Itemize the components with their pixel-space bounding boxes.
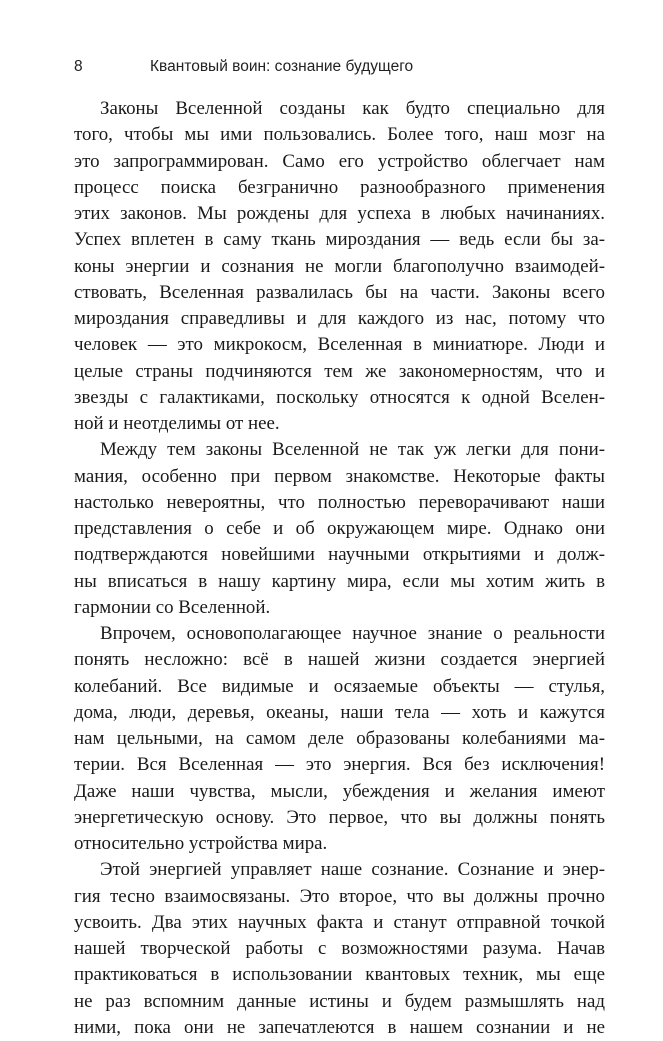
text-line: коны энергии и сознания не могли благополучно взаимодей-	[74, 255, 605, 277]
text-line: Законы Вселенной созданы как будто специально для	[100, 98, 605, 119]
text-line: гия тесно взаимосвязаны. Это второе, что вы должны прочно	[74, 885, 605, 907]
paragraph	[74, 96, 605, 437]
text-line: Впрочем, основополагающее научное знание о реальности	[100, 623, 605, 644]
text-line: ними, пока они не запечатлеются в нашем сознании и не	[74, 1016, 605, 1038]
running-head	[74, 58, 604, 82]
text-line: ствовать, Вселенная развалилась бы на части. Законы всего	[74, 281, 605, 303]
text-line: энергетическую основу. Это первое, что вы должны понять	[74, 806, 605, 828]
text-line: человек — это микрокосм, Вселенная в миниатюре. Люди и	[74, 334, 605, 356]
text-line: Между тем законы Вселенной не так уж легки для пони-	[100, 439, 605, 461]
text-line: этих законов. Мы рождены для успеха в любых начинаниях.	[74, 203, 605, 224]
book-title: Квантовый воин: сознание будущего	[150, 58, 414, 75]
text-line: колебаний. Все видимые и осязаемые объекты — стулья,	[74, 675, 605, 697]
text-line: не раз вспомним данные истины и будем размышлять над	[74, 990, 605, 1012]
text-line: усвоить. Два этих научных факта и станут отправной точкой	[74, 911, 605, 933]
text-line: Успех вплетен в саму ткань мироздания — ведь если бы за-	[74, 229, 605, 251]
text-line: относительно устройства мира.	[74, 833, 328, 854]
text-line: Даже наши чувства, мысли, убеждения и желания имеют	[74, 780, 605, 802]
text-line: процесс поиска безгранично разнообразного применения	[74, 176, 605, 198]
text-line: Этой энергией управляет наше сознание. Сознание и энер-	[100, 859, 605, 881]
text-line: нашей творческой работы с возможностями разума. Начав	[74, 938, 605, 959]
text-line: представления о себе и об окружающем мире. Однако они	[74, 518, 605, 539]
paragraph	[74, 437, 605, 621]
text-line: гармонии со Вселенной.	[74, 596, 271, 618]
body-text	[74, 96, 605, 1041]
text-line: практиковаться в использовании квантовых техник, мы еще	[74, 964, 605, 986]
text-line: понять несложно: всё в нашей жизни создается энергией	[74, 649, 605, 671]
paragraph	[74, 857, 605, 1041]
text-line: звезды с галактиками, поскольку относятся к одной Вселен-	[74, 386, 605, 408]
text-line: дома, люди, деревья, океаны, наши тела — хоть и кажутся	[74, 701, 605, 723]
text-line: ны вписаться в нашу картину мира, если мы хотим жить в	[74, 570, 605, 592]
paragraph	[74, 621, 605, 857]
text-line: мания, особенно при первом знакомстве. Некоторые факты	[74, 465, 605, 487]
text-line: того, чтобы мы ими пользовались. Более того, наш мозг на	[74, 124, 605, 146]
text-line: настолько невероятны, что полностью переворачивают наши	[74, 491, 605, 513]
text-line: это запрограммирован. Само его устройство облегчает нам	[74, 150, 605, 172]
text-line: терии. Вся Вселенная — это энергия. Вся без исключения!	[74, 754, 605, 776]
text-line: ной и неотделимы от нее.	[74, 413, 280, 434]
text-line: подтверждаются новейшими научными открытиями и долж-	[74, 544, 605, 566]
page-number: 8	[74, 58, 83, 75]
text-line: целые страны подчиняются тем же закономерностям, что и	[74, 360, 605, 382]
text-line: мироздания справедливы и для каждого из нас, потому что	[74, 308, 605, 329]
text-line: нам цельными, на самом деле образованы колебаниями ма-	[74, 728, 605, 749]
